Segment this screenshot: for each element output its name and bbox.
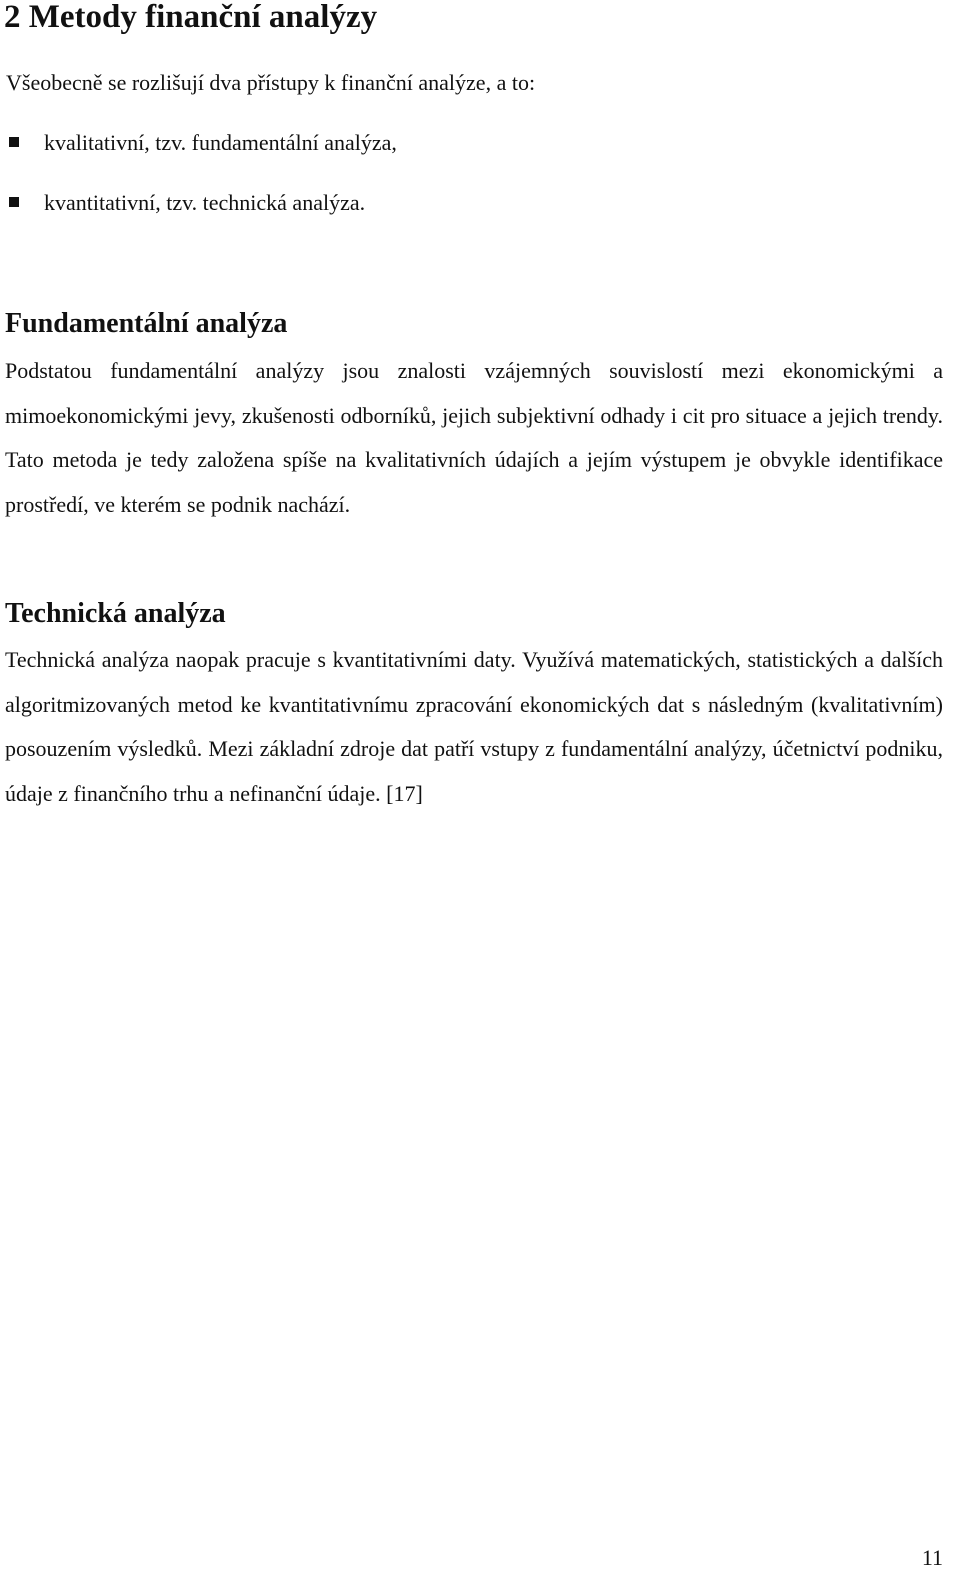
paragraph-technical: Technická analýza naopak pracuje s kvantitativními daty. Využívá matematických, statistických a dalších algoritmizovaných metod ke kvantitativnímu zpracování ekonomických dat s následným (kvalitativním) posouzením výsledků. Mezi základní zdroje dat patří vstupy z fundamentální analýzy, účetnictví podniku, údaje z finančního trhu a nefinanční údaje. [17] xyxy=(5,647,943,806)
approach-list xyxy=(0,128,940,248)
list-item-label: kvantitativní, tzv. technická analýza. xyxy=(44,190,366,215)
square-bullet-icon xyxy=(9,197,19,207)
list-item xyxy=(0,188,940,248)
page-number: 11 xyxy=(921,1545,943,1570)
paragraph-fundamental: Podstatou fundamentální analýzy jsou znalosti vzájemných souvislostí mezi ekonomickými a mimoekonomickými jevy, zkušenosti odborníků, jejich subjektivní odhady i cit pro situace a jejich trendy. Tato metoda je tedy založena spíše na kvalitativních údajích a jejím výstupem je obvykle identifikace prostředí, ve kterém se podnik nachází. xyxy=(5,358,943,517)
intro-paragraph: Všeobecně se rozlišují dva přístupy k finanční analýze, a to: xyxy=(6,70,536,95)
list-item-label: kvalitativní, tzv. fundamentální analýza, xyxy=(44,130,397,155)
section-heading-fundamental: Fundamentální analýza xyxy=(5,308,288,339)
section-heading-technical: Technická analýza xyxy=(5,598,226,629)
square-bullet-icon xyxy=(9,137,19,147)
list-item xyxy=(0,128,940,188)
chapter-title: 2 Metody finanční analýzy xyxy=(4,0,378,35)
